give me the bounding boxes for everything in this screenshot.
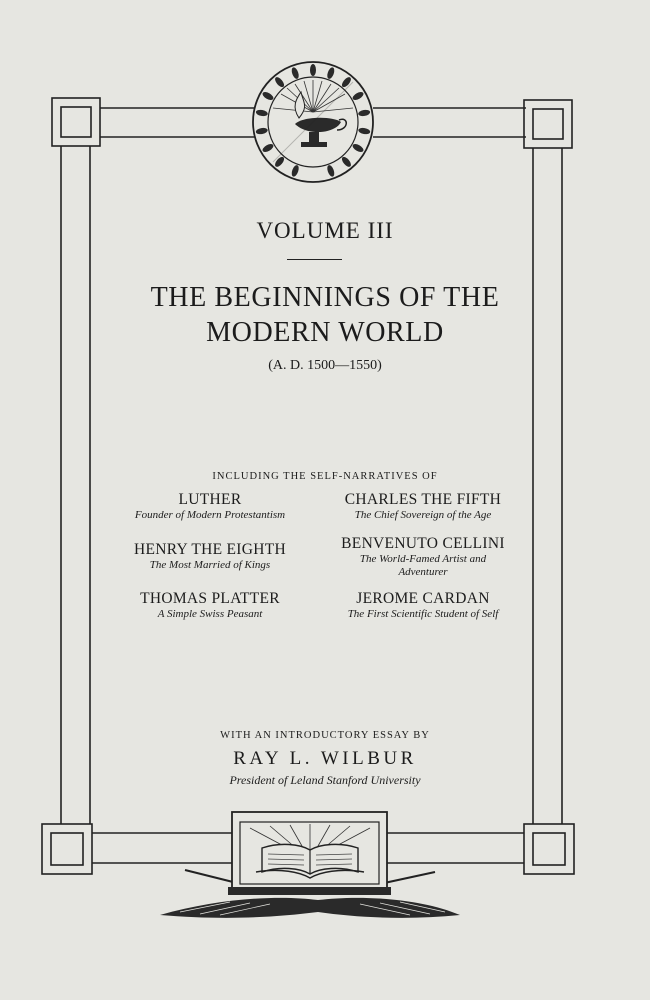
title-divider — [287, 259, 342, 260]
corner-ornament-bottom-right — [524, 824, 574, 874]
narrative-entry — [328, 535, 518, 579]
book-title-line-1: THE BEGINNINGS OF THE — [150, 282, 500, 313]
narrative-entry — [328, 491, 518, 522]
volume-heading: VOLUME III — [256, 218, 394, 243]
book-title-line-2: MODERN WORLD — [206, 317, 444, 348]
narrative-description-line-2: Adventurer — [398, 566, 448, 578]
narrative-description: The Most Married of Kings — [149, 559, 271, 571]
narrative-description-line-1: The World-Famed Artist and — [359, 553, 487, 565]
book-title — [0, 280, 650, 350]
narrative-entry — [105, 541, 315, 572]
narrative-description: Founder of Modern Protestantism — [134, 509, 286, 521]
narrative-entry — [328, 590, 518, 621]
narrative-name: THOMAS PLATTER — [140, 590, 280, 607]
open-book-pedestal-icon — [228, 812, 391, 895]
narrative-name: CHARLES THE FIFTH — [344, 491, 502, 508]
lamp-of-learning-wreath-icon — [253, 62, 373, 182]
corner-ornament-top-right — [524, 100, 572, 148]
narrative-name: BENVENUTO CELLINI — [341, 535, 505, 552]
essay-author: RAY L. WILBUR — [233, 748, 417, 769]
date-range: (A. D. 1500—1550) — [268, 358, 382, 373]
narrative-entry — [105, 491, 315, 522]
narrative-description: The First Scientific Student of Self — [347, 608, 499, 620]
narrative-description: The Chief Sovereign of the Age — [354, 509, 492, 521]
narrative-name: HENRY THE EIGHTH — [133, 541, 287, 558]
narrative-description: A Simple Swiss Peasant — [157, 608, 263, 620]
narrative-name: LUTHER — [178, 491, 242, 508]
corner-ornament-bottom-left — [42, 824, 92, 874]
narrative-entry — [105, 590, 315, 621]
narrative-name: JEROME CARDAN — [356, 590, 490, 607]
including-label: INCLUDING THE SELF-NARRATIVES OF — [212, 471, 438, 482]
corner-ornament-top-left — [52, 98, 100, 146]
author-affiliation: President of Leland Stanford University — [229, 773, 421, 787]
essay-intro: WITH AN INTRODUCTORY ESSAY BY — [220, 730, 430, 741]
